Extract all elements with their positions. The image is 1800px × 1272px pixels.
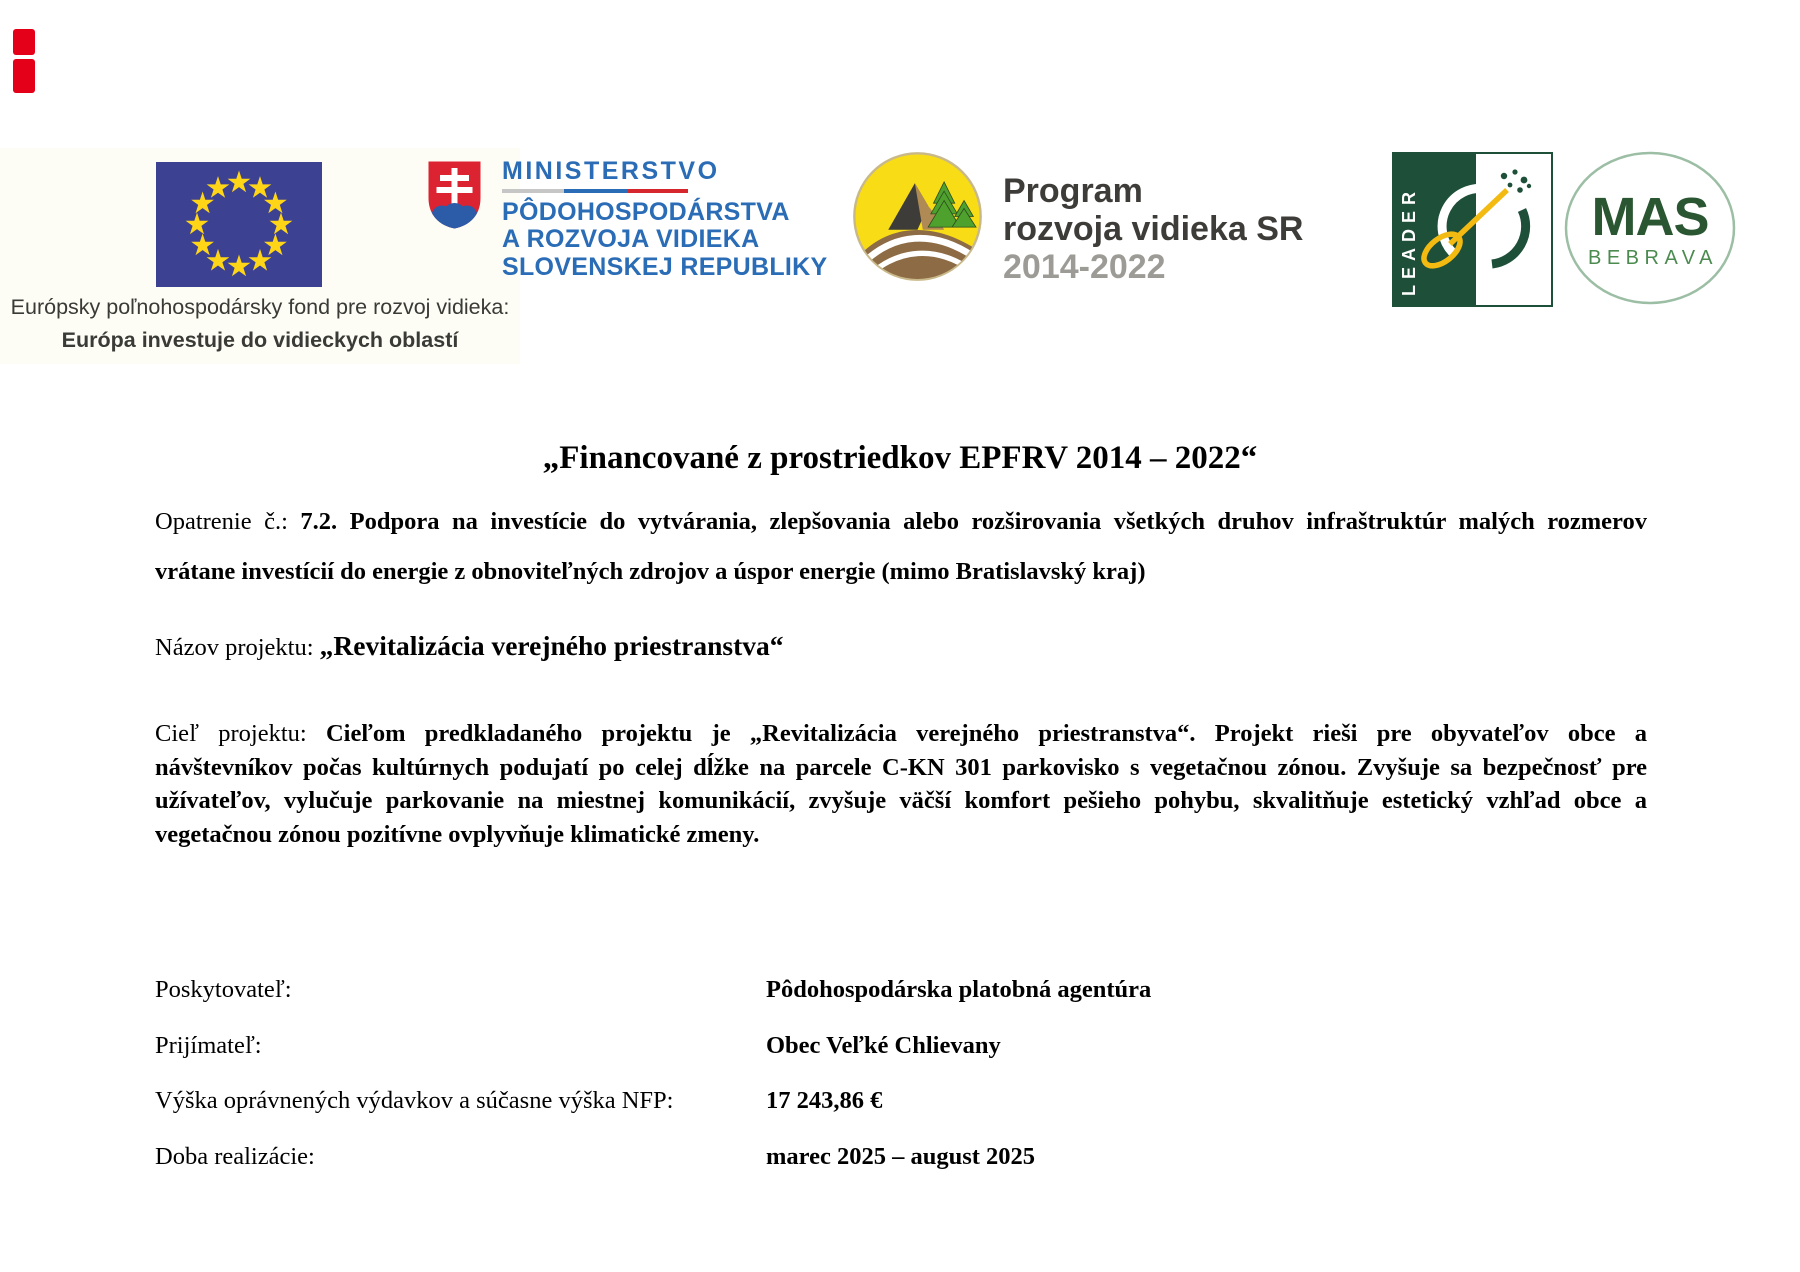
amount-value: 17 243,86 € [766,1087,883,1114]
project-name-value: „Revitalizácia verejného priestranstva“ [319,630,784,661]
project-goal-label: Cieľ projektu: [155,720,326,747]
slovak-coat-of-arms-icon [427,160,482,230]
red-corner-artifact [13,29,35,93]
project-name-row [155,630,1647,662]
measure-paragraph [155,497,1647,597]
ministry-wordmark [502,158,832,281]
leader-label: LEADER [1399,185,1419,296]
ministry-divider [502,189,688,193]
goal-line2: návštevníkov počas kultúrnych podujatí po celej dĺžke na parcele C-KN 301 parkovisko s vegetačnou zónou. Zvyšuje sa bezpečnosť pre [155,753,1647,781]
prv-years: 2014-2022 [1003,248,1166,286]
eu-caption-line2: Európa investuje do vidieckych oblastí [61,328,459,352]
mas-sublabel: BEBRAVA [1587,247,1719,269]
eu-caption-line1: Európsky poľnohospodársky fond pre rozvoj vidieka: [10,295,510,319]
duration-label: Doba realizácie: [155,1143,315,1170]
measure-label: Opatrenie č.: [155,508,301,535]
divider-gray-segment [502,189,564,193]
prv-line2: rozvoja vidieka SR [1003,210,1304,248]
leader-logo-icon [1392,152,1553,307]
prv-line1: Program [1003,172,1143,210]
measure-line1 [155,497,1647,547]
measure-line2: vrátane investícií do energie z obnoviteľných zdrojov a úspor energie (mimo Bratislavský kraj) [155,558,1146,585]
ministry-line3: A ROZVOJA VIDIEKA [502,225,760,253]
provider-value: Pôdohospodárska platobná agentúra [766,976,1152,1003]
document-title: „Financované z prostriedkov EPFRV 2014 – 2022“ [542,440,1258,476]
goal-line1: Cieľ projektu: Cieľom predkladaného projektu je „Revitalizácia verejného priestranstva“. Projekt rieši pre obyvateľov obce a [155,720,1647,747]
ministry-line2: PÔDOHOSPODÁRSTVA [502,197,790,226]
mas-label: MAS [1591,187,1709,247]
amount-label: Výška oprávnených výdavkov a súčasne výška NFP: [155,1087,674,1114]
ministry-line4: SLOVENSKEJ REPUBLIKY [502,252,828,281]
beneficiary-label: Prijímateľ: [155,1032,262,1059]
project-goal-paragraph [155,717,1647,851]
goal-line4: vegetačnou zónou pozitívne ovplyvňuje klimatické zmeny. [155,820,760,848]
divider-red-segment [628,189,688,193]
project-name-label: Názov projektu: [155,634,320,661]
beneficiary-value: Obec Veľké Chlievany [766,1032,1001,1059]
mas-bebrava-logo-icon [1563,150,1737,306]
goal-line3: užívateľov, vylučuje parkovanie na miestnej komunikácií, zvyšuje väčší komfort pešieho pohybu, skvalitňuje estetický vzhľad obce a [155,787,1647,814]
eu-flag-icon [156,162,322,287]
ministry-line1: MINISTERSTVO [502,157,720,185]
measure-text-line1: 7.2. Podpora na investície do vytvárania, zlepšovania alebo rozširovania všetkých druhov infraštruktúr malých rozmerov [300,508,1647,535]
duration-value: marec 2025 – august 2025 [766,1143,1036,1170]
red-corner-artifact-segment [13,59,35,93]
prv-program-icon [851,150,984,283]
red-corner-artifact-segment [13,29,35,55]
prv-wordmark [1003,172,1303,286]
provider-label: Poskytovateľ: [155,976,292,1003]
divider-blue-segment [564,189,628,193]
